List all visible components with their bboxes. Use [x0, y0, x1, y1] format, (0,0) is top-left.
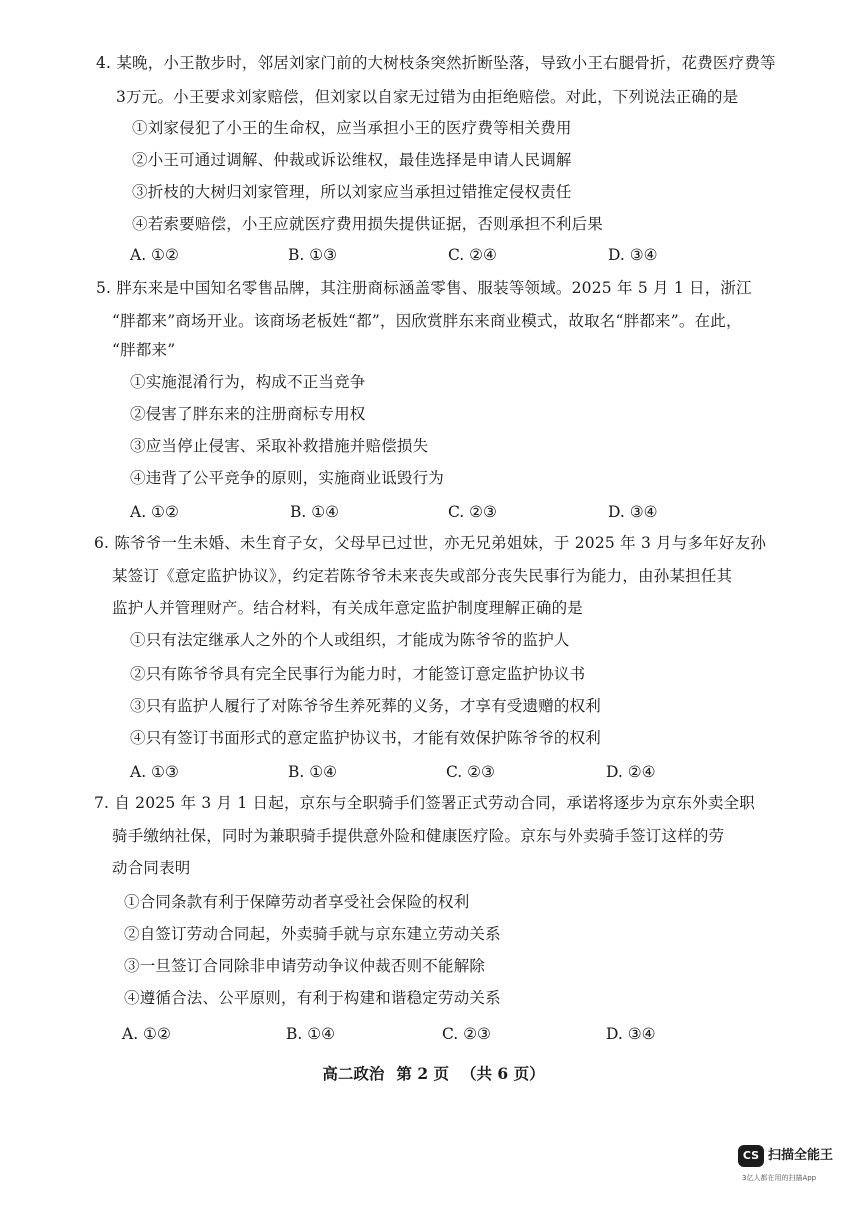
- statement: ④遵循合法、公平原则，有利于构建和谐稳定劳动关系: [124, 989, 501, 1007]
- scanner-tagline: 3亿人都在用的扫描App: [742, 1174, 817, 1182]
- statement: ③应当停止侵害、采取补救措施并赔偿损失: [130, 437, 429, 455]
- statement: ①刘家侵犯了小王的生命权，应当承担小王的医疗费等相关费用: [132, 119, 572, 137]
- statement: ①合同条款有利于保障劳动者享受社会保险的权利: [124, 893, 470, 911]
- statement: ②侵害了胖东来的注册商标专用权: [130, 405, 366, 423]
- statement: ④违背了公平竞争的原则，实施商业诋毁行为: [130, 469, 445, 487]
- question-stem-line: “胖都来”: [112, 341, 176, 359]
- footer-total-pages: （共 6 页）: [461, 1064, 545, 1083]
- statement: ①实施混淆行为，构成不正当竞争: [130, 373, 366, 391]
- option-c[interactable]: C. ②③: [448, 503, 497, 521]
- option-a[interactable]: A. ①②: [122, 1025, 171, 1043]
- question-stem-line: 骑手缴纳社保，同时为兼职骑手提供意外险和健康医疗险。京东与外卖骑手签订这样的劳: [112, 827, 725, 845]
- answer-options: [122, 1023, 682, 1045]
- answer-options: [130, 761, 690, 783]
- scanner-brand-name: 扫描全能王: [768, 1148, 834, 1163]
- footer-page-number: 第 2 页: [396, 1064, 449, 1083]
- question-stem-line: 4. 某晚，小王散步时，邻居刘家门前的大树枝条突然折断坠落，导致小王右腿骨折，花费医疗费等: [96, 54, 776, 72]
- camscanner-logo-icon: CS: [738, 1145, 764, 1167]
- question-stem-line: 某签订《意定监护协议》，约定若陈爷爷未来丧失或部分丧失民事行为能力，由孙某担任其: [112, 567, 733, 585]
- option-c[interactable]: C. ②③: [442, 1025, 491, 1043]
- option-c[interactable]: C. ②③: [446, 763, 495, 781]
- question-stem-line: 监护人并管理财产。结合材料，有关成年意定监护制度理解正确的是: [112, 599, 584, 617]
- scanner-watermark: [738, 1141, 858, 1191]
- statement: ③折枝的大树归刘家管理，所以刘家应当承担过错推定侵权责任: [132, 183, 572, 201]
- option-b[interactable]: B. ①③: [288, 246, 338, 264]
- question-stem-line: 动合同表明: [112, 859, 191, 877]
- question-stem-line: 6. 陈爷爷一生未婚、未生育子女，父母早已过世，亦无兄弟姐妹，于 2025 年 3 月与多年好友孙: [94, 534, 767, 552]
- option-a[interactable]: A. ①③: [130, 763, 179, 781]
- statement: ④若索要赔偿，小王应就医疗费用损失提供证据，否则承担不利后果: [132, 215, 604, 233]
- option-a[interactable]: A. ①②: [130, 246, 179, 264]
- answer-options: [130, 501, 690, 523]
- statement: ④只有签订书面形式的意定监护协议书，才能有效保护陈爷爷的权利: [130, 729, 602, 747]
- question-stem-line: 7. 自 2025 年 3 月 1 日起，京东与全职骑手们签署正式劳动合同，承诺将逐步为京东外卖全职: [94, 794, 755, 812]
- option-d[interactable]: D. ③④: [608, 246, 658, 264]
- option-a[interactable]: A. ①②: [130, 503, 179, 521]
- option-d[interactable]: D. ③④: [606, 1025, 656, 1043]
- page-footer: [0, 1063, 867, 1085]
- statement: ③一旦签订合同除非申请劳动争议仲裁否则不能解除: [124, 957, 486, 975]
- option-c[interactable]: C. ②④: [448, 246, 497, 264]
- statement: ②小王可通过调解、仲裁或诉讼维权，最佳选择是申请人民调解: [132, 151, 572, 169]
- footer-subject: 高二政治: [322, 1064, 385, 1083]
- question-stem-line: 3万元。小王要求刘家赔偿，但刘家以自家无过错为由拒绝赔偿。对此，下列说法正确的是: [116, 88, 739, 106]
- option-d[interactable]: D. ②④: [606, 763, 656, 781]
- statement: ②自签订劳动合同起，外卖骑手就与京东建立劳动关系: [124, 925, 501, 943]
- question-stem-line: “胖都来”商场开业。该商场老板姓“都”，因欣赏胖东来商业模式，故取名“胖都来”。在此，: [112, 312, 742, 330]
- answer-options: [130, 244, 690, 266]
- option-b[interactable]: B. ①④: [290, 503, 340, 521]
- option-b[interactable]: B. ①④: [286, 1025, 336, 1043]
- option-b[interactable]: B. ①④: [288, 763, 338, 781]
- statement: ③只有监护人履行了对陈爷爷生养死葬的义务，才享有受遗赠的权利: [130, 697, 602, 715]
- option-d[interactable]: D. ③④: [608, 503, 658, 521]
- statement: ②只有陈爷爷具有完全民事行为能力时，才能签订意定监护协议书: [130, 665, 586, 683]
- statement: ①只有法定继承人之外的个人或组织，才能成为陈爷爷的监护人: [130, 631, 570, 649]
- question-stem-line: 5. 胖东来是中国知名零售品牌，其注册商标涵盖零售、服装等领域。2025 年 5 月 1 日，浙江: [96, 279, 752, 297]
